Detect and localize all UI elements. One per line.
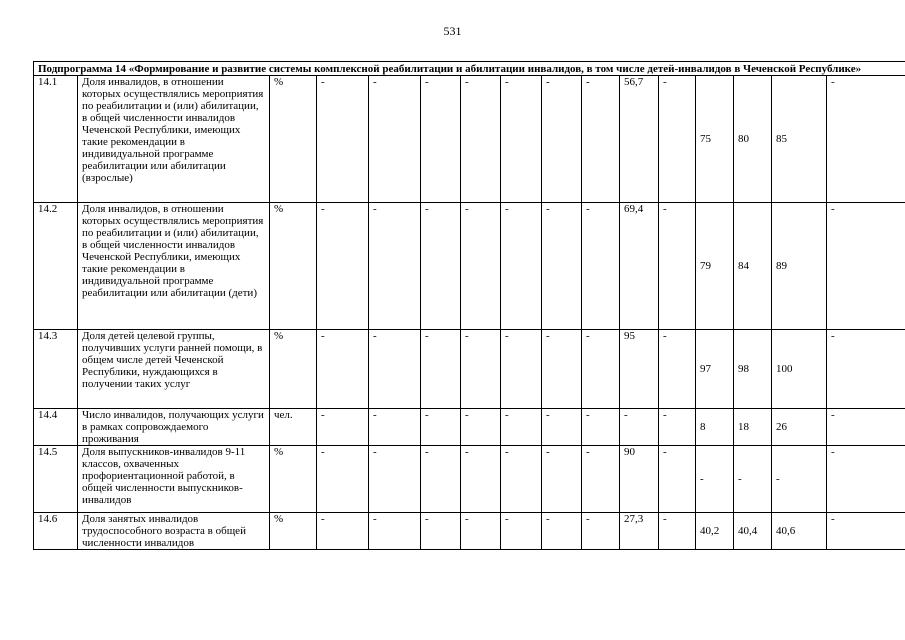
value-cell: -	[501, 513, 542, 550]
value-cell: 80	[734, 76, 772, 203]
value-cell: -	[827, 76, 905, 203]
value-cell: 40,2	[696, 513, 734, 550]
row-id-cell: 14.2	[34, 203, 78, 330]
value-cell: -	[542, 76, 582, 203]
value-cell: 69,4	[620, 203, 659, 330]
value-cell: -	[659, 446, 696, 513]
value-cell: 79	[696, 203, 734, 330]
value-cell: 40,6	[772, 513, 827, 550]
unit-cell: %	[270, 330, 317, 409]
indicators-table	[33, 61, 905, 550]
value-cell: -	[421, 330, 461, 409]
value-cell: -	[582, 203, 620, 330]
value-cell: -	[542, 330, 582, 409]
value-cell: 84	[734, 203, 772, 330]
row-id-cell: 14.3	[34, 330, 78, 409]
indicator-name-cell: Доля детей целевой группы, получивших услуги ранней помощи, в общем числе детей Чеченской Республики, нуждающихся в получении таких услуг	[78, 330, 270, 409]
value-cell: -	[734, 446, 772, 513]
value-cell: -	[827, 203, 905, 330]
value-cell: -	[369, 446, 421, 513]
unit-cell: %	[270, 446, 317, 513]
unit-cell: %	[270, 203, 317, 330]
value-cell: -	[461, 330, 501, 409]
row-id-cell: 14.5	[34, 446, 78, 513]
value-cell: -	[659, 330, 696, 409]
section-header-row	[34, 62, 905, 76]
row-id-cell: 14.6	[34, 513, 78, 550]
table-row	[34, 409, 905, 446]
value-cell: 90	[620, 446, 659, 513]
value-cell: -	[659, 513, 696, 550]
value-cell: -	[542, 513, 582, 550]
table-row	[34, 513, 905, 550]
indicator-name-cell: Доля занятых инвалидов трудоспособного возраста в общей численности инвалидов	[78, 513, 270, 550]
value-cell: 85	[772, 76, 827, 203]
value-cell: -	[696, 446, 734, 513]
value-cell: 89	[772, 203, 827, 330]
indicator-name-cell: Доля выпускников-инвалидов 9-11 классов, охваченных профориентационной работой, в общей численности выпускников-инвалидов	[78, 446, 270, 513]
value-cell: 75	[696, 76, 734, 203]
unit-cell: %	[270, 513, 317, 550]
indicator-name-cell: Доля инвалидов, в отношении которых осуществлялись мероприятия по реабилитации и (или) абилитации, в общей численности инвалидов Чеченской Республики, имеющих такие рекомендации в индивидуальной программе реабилитации или абилитации (дети)	[78, 203, 270, 330]
value-cell: -	[369, 409, 421, 446]
value-cell: -	[317, 446, 369, 513]
value-cell: -	[827, 330, 905, 409]
value-cell: 26	[772, 409, 827, 446]
value-cell: -	[317, 76, 369, 203]
value-cell: -	[461, 203, 501, 330]
table-row	[34, 203, 905, 330]
value-cell: -	[317, 513, 369, 550]
value-cell: -	[501, 203, 542, 330]
value-cell: 56,7	[620, 76, 659, 203]
section-title: Подпрограмма 14 «Формирование и развитие системы комплексной реабилитации и абилитации инвалидов, в том числе детей-инвалидов в Чеченской Республике»	[34, 62, 905, 76]
value-cell: -	[421, 76, 461, 203]
value-cell: 100	[772, 330, 827, 409]
value-cell: 8	[696, 409, 734, 446]
value-cell: -	[369, 330, 421, 409]
value-cell: -	[501, 446, 542, 513]
value-cell: 95	[620, 330, 659, 409]
value-cell: -	[421, 446, 461, 513]
value-cell: -	[421, 513, 461, 550]
value-cell: 18	[734, 409, 772, 446]
value-cell: -	[827, 513, 905, 550]
indicator-name-cell: Число инвалидов, получающих услуги в рамках сопровождаемого проживания	[78, 409, 270, 446]
table-row	[34, 446, 905, 513]
value-cell: -	[317, 330, 369, 409]
value-cell: -	[369, 513, 421, 550]
value-cell: -	[461, 446, 501, 513]
row-id-cell: 14.1	[34, 76, 78, 203]
value-cell: -	[620, 409, 659, 446]
value-cell: -	[582, 330, 620, 409]
value-cell: -	[461, 409, 501, 446]
unit-cell: %	[270, 76, 317, 203]
value-cell: -	[461, 76, 501, 203]
value-cell: -	[501, 76, 542, 203]
value-cell: 40,4	[734, 513, 772, 550]
value-cell: -	[421, 203, 461, 330]
value-cell: -	[582, 513, 620, 550]
value-cell: -	[582, 446, 620, 513]
value-cell: -	[659, 409, 696, 446]
table-row	[34, 76, 905, 203]
value-cell: -	[542, 203, 582, 330]
row-id-cell: 14.4	[34, 409, 78, 446]
value-cell: -	[501, 409, 542, 446]
indicator-name-cell: Доля инвалидов, в отношении которых осуществлялись мероприятия по реабилитации и (или) абилитации, в общей численности инвалидов Чеченской Республики, имеющих такие рекомендации в индивидуальной программе реабилитации или абилитации (взрослые)	[78, 76, 270, 203]
unit-cell: чел.	[270, 409, 317, 446]
value-cell: -	[501, 330, 542, 409]
value-cell: -	[369, 76, 421, 203]
value-cell: -	[582, 76, 620, 203]
value-cell: -	[659, 76, 696, 203]
value-cell: -	[827, 446, 905, 513]
value-cell: 98	[734, 330, 772, 409]
value-cell: -	[772, 446, 827, 513]
value-cell: -	[542, 409, 582, 446]
value-cell: -	[421, 409, 461, 446]
value-cell: -	[317, 409, 369, 446]
value-cell: -	[659, 203, 696, 330]
value-cell: 27,3	[620, 513, 659, 550]
value-cell: 97	[696, 330, 734, 409]
value-cell: -	[827, 409, 905, 446]
value-cell: -	[582, 409, 620, 446]
value-cell: -	[542, 446, 582, 513]
value-cell: -	[461, 513, 501, 550]
value-cell: -	[369, 203, 421, 330]
table-row	[34, 330, 905, 409]
page-number: 531	[443, 24, 462, 38]
value-cell: -	[317, 203, 369, 330]
